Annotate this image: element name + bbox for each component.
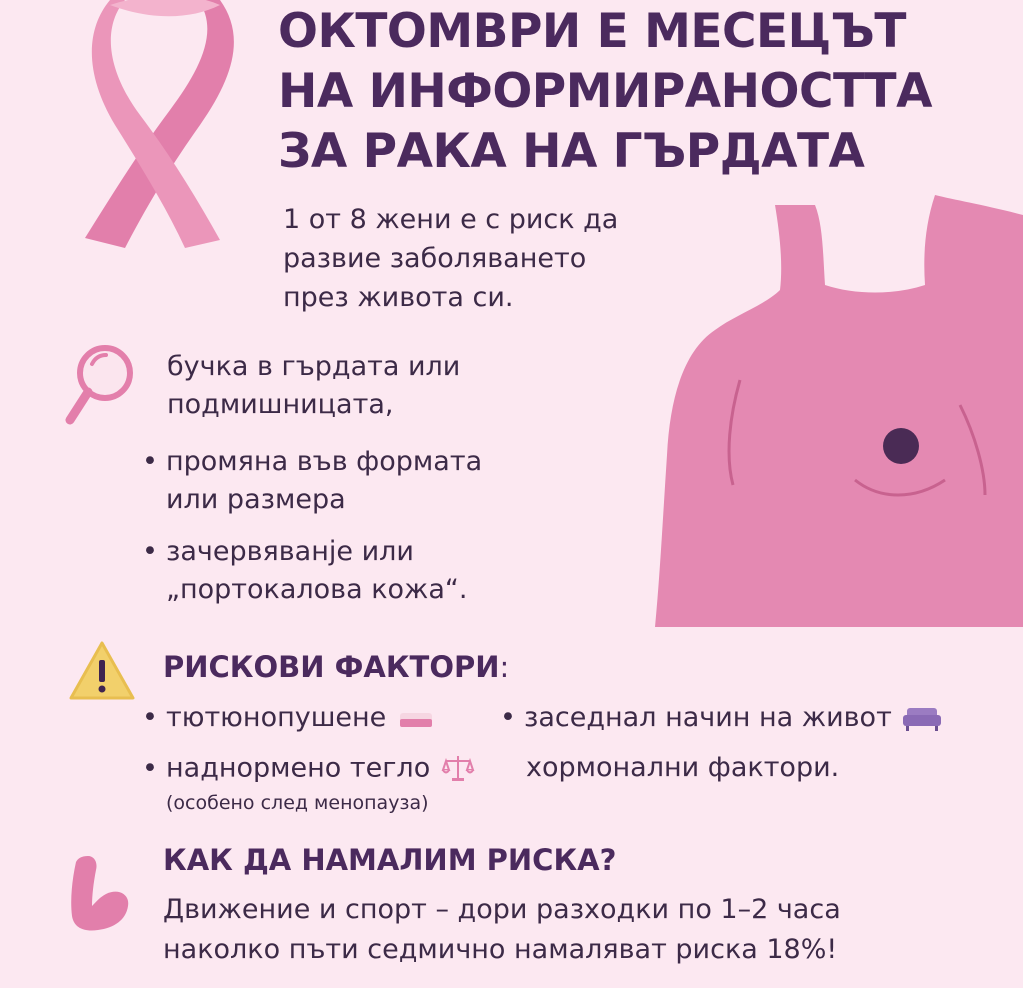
symptom-1-line-1: бучка в гърдата или <box>167 351 461 382</box>
symptom-3-line-2: „портокалова кожа“. <box>166 574 468 605</box>
symptom-item-1 <box>167 348 460 424</box>
magnifier-icon <box>60 340 150 430</box>
bullet: • <box>142 752 158 784</box>
risk-factor-weight: • наднормено тегло <box>142 752 475 786</box>
title-line-3: ЗА РАКА НА ГЪРДАТА <box>278 124 865 179</box>
flexed-arm-icon <box>62 850 134 934</box>
symptom-3-line-1: зачервяванје или <box>166 536 414 567</box>
risk-factors-heading: РИСКОВИ ФАКТОРИ: <box>163 650 510 684</box>
page-title <box>278 2 1008 182</box>
risk-factor-sedentary: • заседнал начин на живот <box>500 702 942 733</box>
title-line-2: НА ИНФОРМИРАНОСТТА <box>278 64 932 119</box>
bullet: • <box>142 702 158 733</box>
title-line-1: ОКТОМВРИ Е МЕСЕЦЪТ <box>278 4 906 59</box>
symptom-item-2 <box>142 443 482 519</box>
stat-line-1: 1 от 8 жени е с риск да <box>283 204 619 235</box>
reduce-risk-heading: КАК ДА НАМАЛИМ РИСКА? <box>163 843 617 877</box>
risk-factor-hormonal: хормонални фактори. <box>526 752 840 783</box>
bullet: • <box>142 536 158 567</box>
bullet: • <box>142 446 158 477</box>
lump-marker <box>883 428 919 464</box>
symptom-2-line-1: промяна във формата <box>166 446 483 477</box>
scale-icon <box>441 752 475 786</box>
bullet: • <box>500 702 516 733</box>
warning-icon <box>68 640 136 702</box>
symptom-2-line-2: или размера <box>166 484 346 515</box>
reduce-line-2: наколко пъти седмично намаляват риска 18%! <box>163 934 838 965</box>
reduce-risk-text <box>163 890 841 970</box>
risk-factor-smoking: • тютюнопушене <box>142 702 435 733</box>
cigarette-icon <box>397 707 435 731</box>
pink-ribbon-icon <box>70 0 250 250</box>
sofa-icon <box>902 705 942 733</box>
symptom-item-3 <box>142 533 467 609</box>
torso-illustration <box>655 195 1023 627</box>
risk-statistic <box>283 200 703 317</box>
stat-line-2: развие заболяването <box>283 243 587 274</box>
reduce-line-1: Движение и спорт – дори разходки по 1–2 часа <box>163 894 841 925</box>
stat-line-3: през живота си. <box>283 282 514 313</box>
risk-factor-note: (особено след менопауза) <box>166 792 429 814</box>
symptom-1-line-2: подмишницата, <box>167 389 394 420</box>
